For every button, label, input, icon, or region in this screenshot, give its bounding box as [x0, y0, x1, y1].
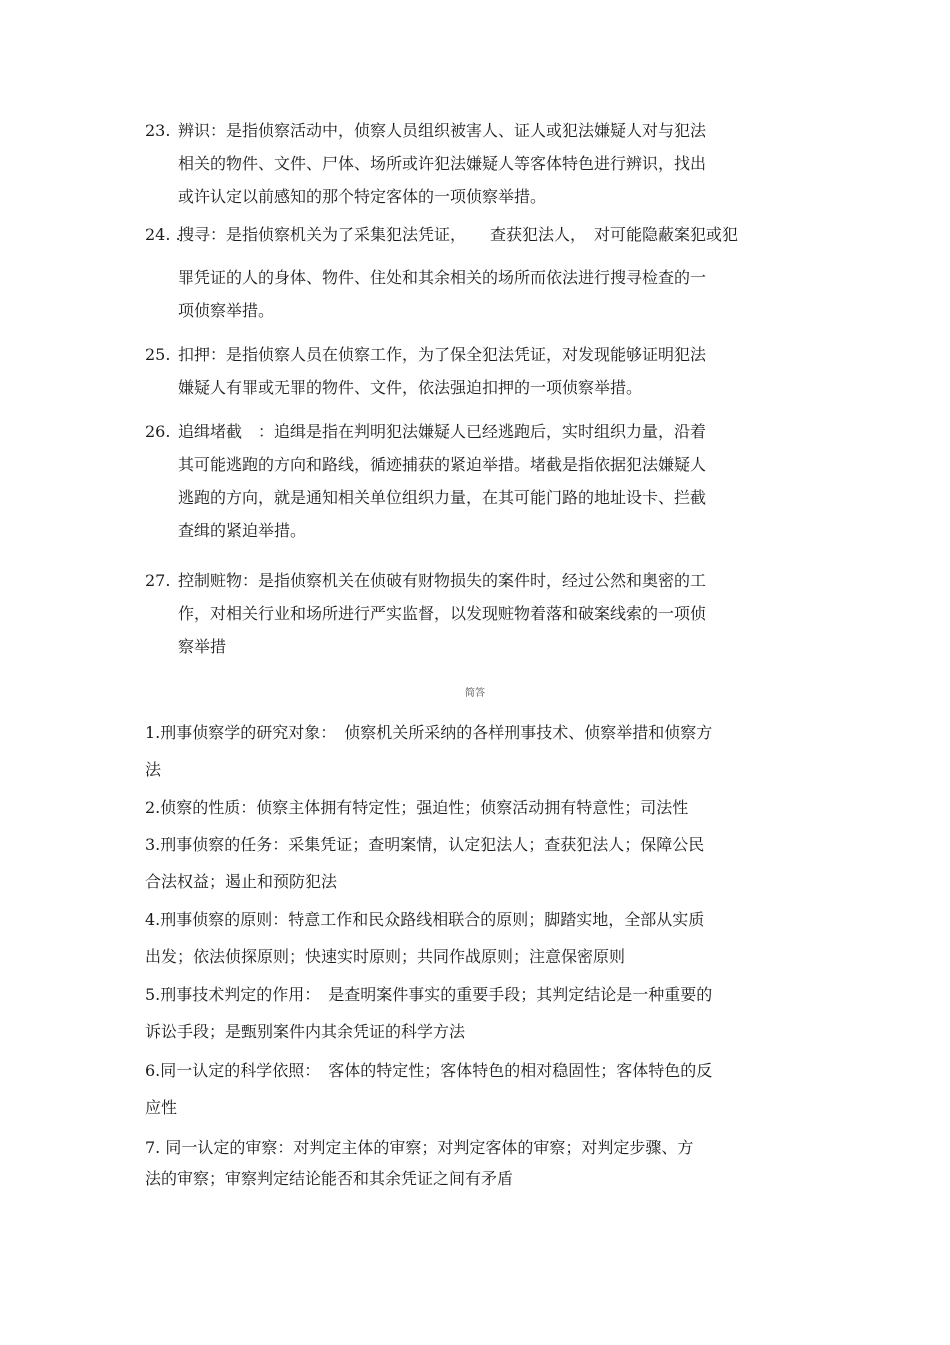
definition-line — [145, 564, 800, 597]
definition-line: 其可能逃跑的方向和路线，循迹捕获的紧迫举措。堵截是指依据犯法嫌疑人 — [178, 455, 707, 474]
answer-line: 出发；依法侦探原则；快速实时原则；共同作战原则；注意保密原则 — [145, 947, 626, 966]
definition-line: 逃跑的方向，就是通知相关单位组织力量，在其可能门路的地址设卡、拦截 — [178, 488, 707, 507]
definition-text: 搜寻：是指侦察机关为了采集犯法凭证， 查获犯法人， 对可能隐蔽案犯或犯 — [178, 225, 739, 244]
answer-line: 诉讼手段；是甄别案件内其余凭证的科学方法 — [145, 1022, 466, 1041]
answer-line: 2.侦察的性质：侦察主体拥有特定性；强迫性；侦察活动拥有特意性；司法性 — [145, 798, 689, 817]
answer-item-6 — [145, 1052, 805, 1126]
definition-item-26 — [145, 415, 800, 547]
definition-line: 相关的物件、文件、尸体、场所或许犯法嫌疑人等客体特色进行辨识，找出 — [178, 154, 707, 173]
definition-item-23 — [145, 114, 800, 213]
definition-line: 嫌疑人有罪或无罪的物件、文件，依法强迫扣押的一项侦察举措。 — [178, 378, 643, 397]
definition-line — [145, 415, 800, 448]
definition-number: 24. . — [145, 225, 181, 244]
definition-item-24 — [145, 218, 800, 327]
answer-item-1 — [145, 714, 805, 788]
definition-line: 项侦察举措。 — [178, 301, 275, 320]
definition-line: 察举措 — [178, 637, 227, 656]
definition-number: 27. — [145, 571, 171, 590]
answer-item-4 — [145, 901, 805, 975]
answer-item-2 — [145, 789, 805, 826]
definition-line: 罪凭证的人的身体、物件、住处和其余相关的场所而依法进行搜寻检查的一 — [178, 268, 707, 287]
answer-line: 3.刑事侦察的任务：采集凭证；查明案情，认定犯法人；查获犯法人；保障公民 — [145, 835, 705, 854]
definition-line: 或许认定以前感知的那个特定客体的一项侦察举措。 — [178, 187, 547, 206]
answer-line: 1.刑事侦察学的研究对象： 侦察机关所采纳的各样刑事技术、侦察举措和侦察方 — [145, 723, 713, 742]
definition-line — [145, 114, 800, 147]
definition-item-25 — [145, 338, 800, 404]
answer-line: 7. 同一认定的审察：对判定主体的审察；对判定客体的审察；对判定步骤、方 — [145, 1138, 694, 1157]
answer-item-5 — [145, 976, 805, 1050]
definition-line: 作，对相关行业和场所进行严实监督，以发现赃物着落和破案线索的一项侦 — [178, 604, 707, 623]
answer-line: 4.刑事侦察的原则：特意工作和民众路线相联合的原则；脚踏实地，全部从实质 — [145, 910, 705, 929]
definition-line — [145, 338, 800, 371]
definition-text: 追缉堵截 ：追缉是指在判明犯法嫌疑人已经逃跑后，实时组织力量，沿着 — [178, 422, 707, 441]
section-title: 简答 — [465, 688, 485, 699]
definition-text: 控制赃物：是指侦察机关在侦破有财物损失的案件时，经过公然和奥密的工 — [178, 571, 707, 590]
answer-line: 应性 — [145, 1098, 178, 1117]
definition-number: 26. — [145, 422, 171, 441]
definition-text: 辨识：是指侦察活动中，侦察人员组织被害人、证人或犯法嫌疑人对与犯法 — [178, 121, 707, 140]
answer-item-7 — [145, 1132, 805, 1194]
definition-line: 查缉的紧迫举措。 — [178, 521, 307, 540]
answer-line: 6.同一认定的科学依照： 客体的特定性；客体特色的相对稳固性；客体特色的反 — [145, 1061, 713, 1080]
definition-text: 扣押：是指侦察人员在侦察工作，为了保全犯法凭证，对发现能够证明犯法 — [178, 345, 707, 364]
definition-item-27 — [145, 564, 800, 663]
definition-number: 25. — [145, 345, 171, 364]
definition-number: 23. — [145, 121, 171, 140]
definition-line — [145, 218, 800, 251]
answer-line: 法 — [145, 760, 162, 779]
answer-line: 合法权益；遏止和预防犯法 — [145, 872, 338, 891]
answer-item-3 — [145, 826, 805, 900]
answer-line: 5.刑事技术判定的作用： 是查明案件事实的重要手段；其判定结论是一种重要的 — [145, 985, 713, 1004]
answer-line: 法的审察；审察判定结论能否和其余凭证之间有矛盾 — [145, 1169, 514, 1188]
